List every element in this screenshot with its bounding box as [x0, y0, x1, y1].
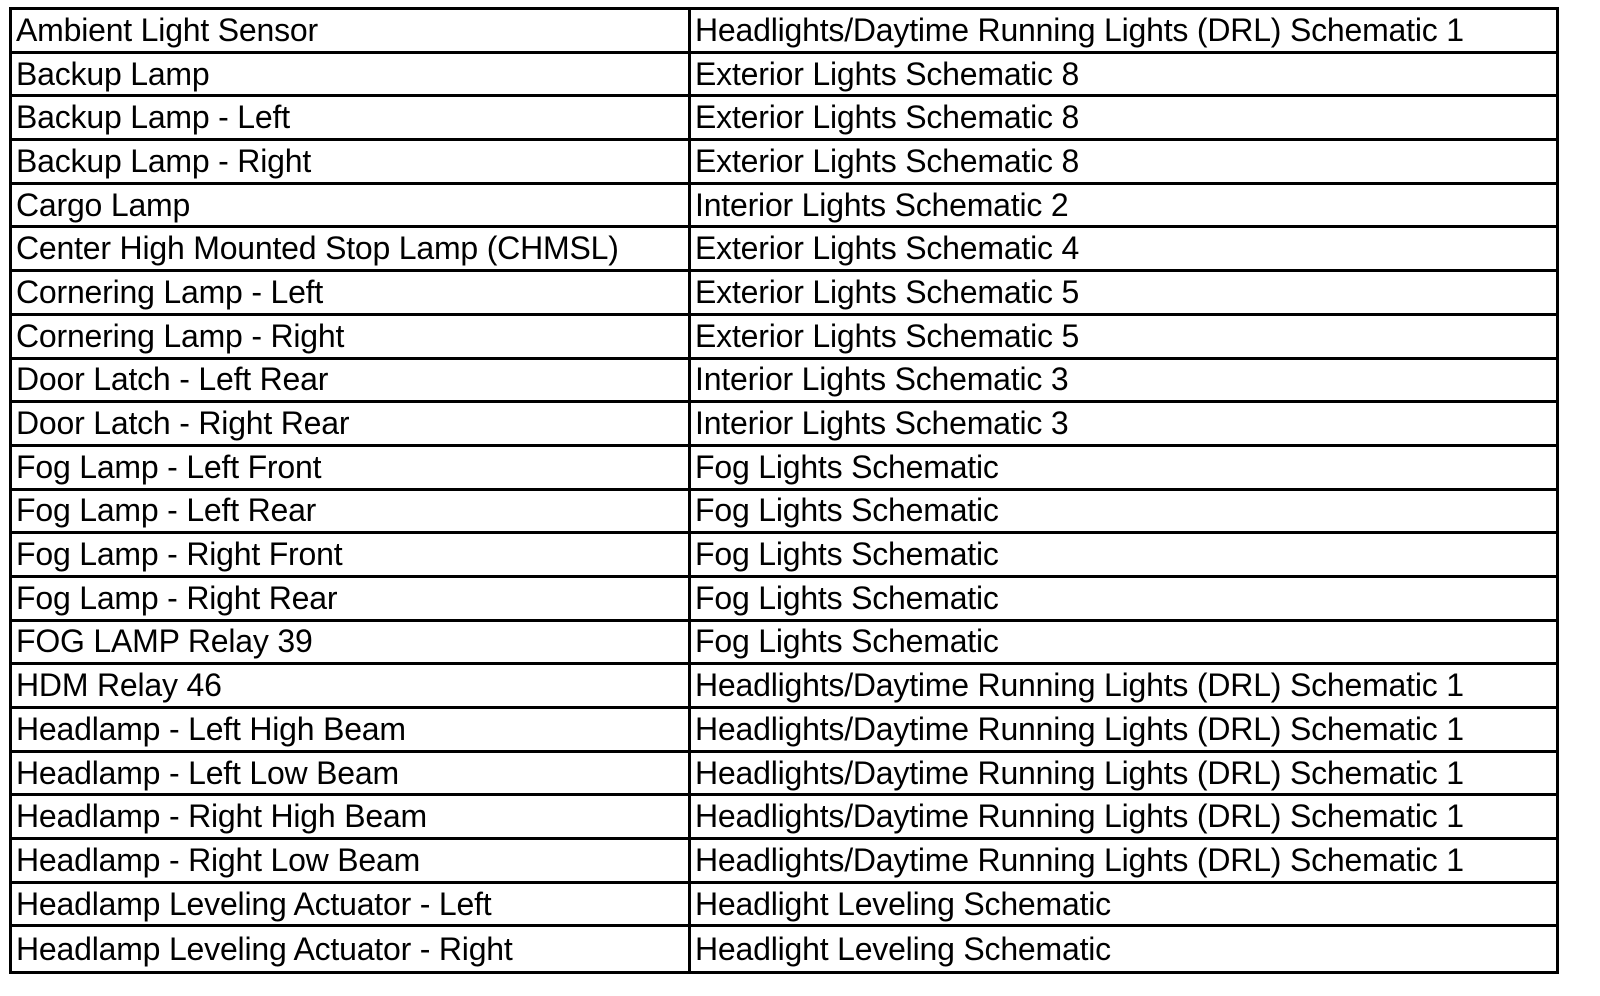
schematic-cell: Exterior Lights Schematic 8 [695, 99, 1080, 136]
table-row [12, 97, 1556, 141]
component-cell: Headlamp - Left High Beam [12, 709, 691, 750]
schematic-cell: Exterior Lights Schematic 4 [695, 230, 1080, 267]
component-schematic-table [9, 7, 1559, 974]
component-cell: Headlamp Leveling Actuator - Left [12, 884, 691, 925]
schematic-cell: Exterior Lights Schematic 5 [695, 273, 1080, 310]
component-cell: Door Latch - Left Rear [12, 360, 691, 401]
schematic-cell: Interior Lights Schematic 3 [695, 361, 1069, 398]
schematic-cell: Fog Lights Schematic [695, 536, 999, 573]
component-cell: Fog Lamp - Left Front [12, 447, 691, 488]
table-row [12, 665, 1556, 709]
schematic-cell: Fog Lights Schematic [695, 623, 999, 660]
schematic-cell: Headlight Leveling Schematic [695, 885, 1111, 922]
component-cell: Fog Lamp - Left Rear [12, 491, 691, 532]
component-cell: Headlamp Leveling Actuator - Right [12, 927, 691, 971]
table-row [12, 316, 1556, 360]
component-cell: Backup Lamp [12, 54, 691, 95]
component-cell: Cornering Lamp - Left [12, 272, 691, 313]
table-row [12, 840, 1556, 884]
schematic-cell: Headlights/Daytime Running Lights (DRL) Schematic 1 [695, 667, 1464, 704]
component-cell: Cornering Lamp - Right [12, 316, 691, 357]
table-row [12, 534, 1556, 578]
schematic-cell: Fog Lights Schematic [695, 579, 999, 616]
table-row [12, 10, 1556, 54]
table-row [12, 753, 1556, 797]
table-row [12, 141, 1556, 185]
table-row [12, 622, 1556, 666]
component-cell: Fog Lamp - Right Rear [12, 578, 691, 619]
table-row [12, 360, 1556, 404]
component-cell: Headlamp - Right Low Beam [12, 840, 691, 881]
table-row [12, 927, 1556, 971]
table-row [12, 709, 1556, 753]
table-row [12, 185, 1556, 229]
table-row [12, 54, 1556, 98]
table-row [12, 228, 1556, 272]
component-cell: Backup Lamp - Right [12, 141, 691, 182]
table-row [12, 578, 1556, 622]
table-row [12, 884, 1556, 928]
component-cell: Center High Mounted Stop Lamp (CHMSL) [12, 228, 691, 269]
schematic-cell: Headlights/Daytime Running Lights (DRL) Schematic 1 [695, 754, 1464, 791]
schematic-cell: Headlights/Daytime Running Lights (DRL) Schematic 1 [695, 11, 1464, 48]
schematic-cell: Exterior Lights Schematic 5 [695, 317, 1080, 354]
schematic-cell: Exterior Lights Schematic 8 [695, 142, 1080, 179]
component-cell: Backup Lamp - Left [12, 97, 691, 138]
schematic-cell: Fog Lights Schematic [695, 492, 999, 529]
component-cell: Door Latch - Right Rear [12, 403, 691, 444]
component-cell: Headlamp - Left Low Beam [12, 753, 691, 794]
schematic-cell: Exterior Lights Schematic 8 [695, 55, 1080, 92]
table-row [12, 272, 1556, 316]
schematic-cell: Headlights/Daytime Running Lights (DRL) Schematic 1 [695, 841, 1464, 878]
schematic-cell: Interior Lights Schematic 3 [695, 405, 1069, 442]
component-cell: HDM Relay 46 [12, 665, 691, 706]
component-cell: Headlamp - Right High Beam [12, 796, 691, 837]
component-cell: Cargo Lamp [12, 185, 691, 226]
table-row [12, 796, 1556, 840]
component-cell: Ambient Light Sensor [12, 10, 691, 51]
table-row [12, 491, 1556, 535]
schematic-cell: Headlights/Daytime Running Lights (DRL) Schematic 1 [695, 798, 1464, 835]
component-cell: Fog Lamp - Right Front [12, 534, 691, 575]
schematic-cell: Fog Lights Schematic [695, 448, 999, 485]
table-row [12, 403, 1556, 447]
component-cell: FOG LAMP Relay 39 [12, 622, 691, 663]
schematic-cell: Headlights/Daytime Running Lights (DRL) Schematic 1 [695, 710, 1464, 747]
schematic-cell: Interior Lights Schematic 2 [695, 186, 1069, 223]
table-row [12, 447, 1556, 491]
schematic-cell: Headlight Leveling Schematic [695, 930, 1111, 967]
